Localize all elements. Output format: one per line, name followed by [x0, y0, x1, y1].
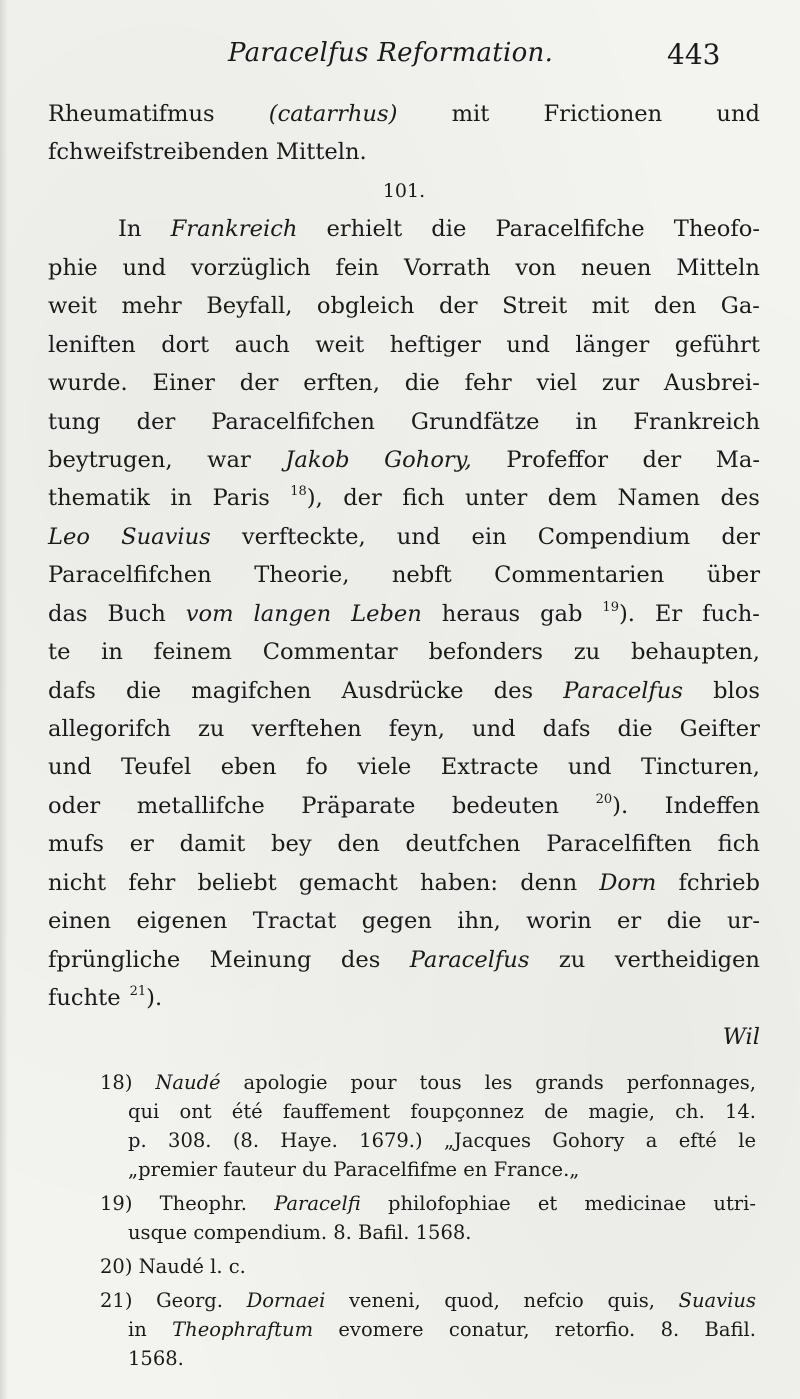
word: in: [575, 408, 598, 435]
word: Ausbrei-: [663, 370, 760, 397]
footnote-reference: $^{20}$).: [595, 791, 629, 819]
footnote-line: [100, 1286, 756, 1315]
text-line: [48, 95, 760, 133]
text-line: [48, 479, 760, 517]
word: fchweifstreibenden Mitteln.: [48, 139, 367, 166]
text-line: [48, 633, 760, 671]
word: Präparate: [301, 792, 416, 819]
word: von: [515, 254, 557, 281]
word: Mitteln: [676, 254, 760, 281]
word: heftiger: [389, 331, 481, 358]
word: der: [721, 523, 760, 550]
word: Paracelfifche: [495, 216, 645, 243]
word: Frictionen: [543, 101, 663, 127]
footnote-line: [100, 1218, 756, 1247]
word: Geifter: [679, 716, 760, 742]
word: und: [716, 101, 760, 127]
footnotes: [100, 1068, 756, 1378]
word: haben:: [420, 869, 499, 896]
word: des: [720, 485, 760, 512]
word: mehr: [121, 293, 182, 320]
word: Paracelfiften: [546, 831, 692, 858]
word: vorzüglich: [190, 254, 311, 281]
word: viel: [536, 370, 578, 397]
word: nebft: [391, 562, 452, 589]
footnote-line: [100, 1068, 756, 1097]
word: Paris: [212, 485, 270, 512]
word: apologie: [243, 1071, 328, 1094]
word: Naudé: [155, 1071, 221, 1094]
word: Tractat: [252, 908, 337, 935]
word: Er: [654, 600, 683, 627]
word: weit: [48, 293, 98, 320]
word: beliebt: [197, 869, 277, 896]
word: Rheumatifmus: [48, 101, 215, 127]
word: „premier fauteur du Paracelfifme en France.„: [128, 1158, 580, 1181]
word: qui: [128, 1100, 160, 1123]
word: Grundfätze: [410, 408, 540, 435]
word: ont: [179, 1100, 212, 1123]
text-line: [48, 364, 760, 402]
word: unter: [464, 485, 528, 512]
word: Suavius: [121, 523, 211, 550]
word: Extracte: [440, 754, 539, 781]
text-line: [48, 441, 760, 479]
text-line: [48, 672, 760, 710]
word: Teufel: [121, 754, 192, 781]
word: Tincturen,: [640, 754, 760, 781]
word: Namen: [617, 485, 701, 512]
word: mufs: [48, 831, 104, 858]
word: in: [170, 485, 193, 512]
section-number: [48, 172, 760, 210]
text-line: [48, 864, 760, 902]
word: die: [404, 370, 440, 397]
word: Ga-: [720, 293, 760, 320]
footnote-number: 18): [100, 1071, 133, 1094]
word: feyn,: [388, 716, 445, 742]
word: denn: [520, 869, 578, 896]
word: Compendium: [537, 523, 691, 550]
word: behaupten,: [630, 639, 760, 666]
word: medicinae: [584, 1192, 687, 1215]
word: obgleich: [316, 293, 415, 320]
word: Beyfall,: [206, 293, 293, 320]
word: le: [738, 1129, 756, 1152]
word: erften,: [303, 370, 380, 397]
text-line: [48, 748, 760, 786]
word: evomere: [338, 1318, 424, 1341]
word: mit: [591, 293, 630, 320]
word: Suavius: [678, 1289, 756, 1312]
footnote-line: [100, 1252, 756, 1281]
word: verftehen: [251, 716, 362, 742]
word: Dorn: [599, 869, 657, 896]
word: die: [666, 908, 702, 935]
word: bedeuten: [451, 792, 560, 819]
word: 1568.: [128, 1347, 184, 1370]
footnote-line: [100, 1126, 756, 1155]
word: war: [207, 446, 251, 473]
word: und: [396, 523, 441, 550]
footnote-line: [100, 1344, 756, 1373]
word: fein: [335, 254, 379, 281]
footnote-reference: $^{21}$).: [129, 984, 163, 1012]
word: fauffement: [282, 1100, 391, 1123]
word: der: [343, 485, 382, 512]
word: deutfchen: [405, 831, 521, 858]
text-line: [48, 287, 760, 325]
word: ihn,: [457, 908, 501, 935]
word: fo: [305, 754, 328, 781]
word: nicht: [48, 869, 107, 896]
word: utri-: [713, 1192, 756, 1215]
word: erhielt: [326, 216, 403, 243]
text-line: [48, 556, 760, 594]
word: ch.: [675, 1100, 705, 1123]
word: Vorrath: [403, 254, 491, 281]
word: der: [438, 293, 478, 320]
word: (8.: [232, 1129, 260, 1152]
word: fuch-: [702, 600, 760, 627]
word: in: [128, 1318, 147, 1341]
word: gemacht: [298, 869, 398, 896]
word: et: [537, 1192, 558, 1215]
word: über: [706, 562, 760, 589]
word: den: [337, 831, 380, 858]
word: eigenen: [136, 908, 228, 935]
word: dort: [161, 331, 210, 358]
word: zu: [558, 946, 586, 973]
footnote-21: [100, 1286, 756, 1373]
word: Commentarien: [494, 562, 665, 589]
word: quis,: [607, 1289, 655, 1312]
word: und: [472, 716, 516, 742]
word: Theophr.: [159, 1192, 247, 1215]
word: Ausdrücke: [341, 677, 464, 704]
word: fprüngliche: [48, 946, 181, 973]
word: perfonnages,: [626, 1071, 756, 1094]
word: a: [645, 1129, 658, 1152]
text-line: [48, 210, 760, 248]
word: Dornaei: [246, 1289, 326, 1312]
word: (catarrhus): [268, 101, 398, 127]
footnote-line: [100, 1155, 756, 1184]
footnote-19: [100, 1189, 756, 1247]
word: ein: [471, 523, 507, 550]
word: gegen: [361, 908, 432, 935]
word: tung: [48, 408, 101, 435]
word: Buch: [107, 600, 166, 627]
word: Georg.: [156, 1289, 223, 1312]
word: retorfio.: [554, 1318, 636, 1341]
word: fehr: [464, 370, 512, 397]
word: Theorie,: [254, 562, 350, 589]
word: Frankreich: [633, 408, 760, 435]
word: die: [431, 216, 467, 243]
word: phie: [48, 254, 98, 281]
word: 1679.): [359, 1129, 423, 1152]
word: bey: [271, 831, 312, 858]
word: philofophiae: [387, 1192, 511, 1215]
text-line: [48, 403, 760, 441]
footnote-20: [100, 1252, 756, 1281]
word: grands: [535, 1071, 604, 1094]
word: pour: [350, 1071, 397, 1094]
word: magie,: [588, 1100, 655, 1123]
text-line: [48, 710, 760, 748]
word: zu: [197, 716, 225, 742]
word: geführt: [674, 331, 760, 358]
word: Indeffen: [664, 792, 760, 819]
word: „Jacques: [443, 1129, 532, 1152]
word: 20) Naudé l. c.: [100, 1255, 246, 1278]
word: leniften: [48, 331, 136, 358]
word: er: [129, 831, 154, 858]
word: mit: [451, 101, 490, 127]
word: das: [48, 600, 88, 627]
word: verfteckte,: [241, 523, 366, 550]
word: dafs: [542, 716, 591, 742]
word: und: [567, 754, 612, 781]
word: Profeffor: [506, 446, 609, 473]
word: Streit: [502, 293, 568, 320]
page-edge-shadow: [0, 0, 8, 1399]
word: Frankreich: [170, 216, 298, 243]
footnote-line: [100, 1189, 756, 1218]
word: langen: [253, 600, 332, 627]
word: die: [126, 677, 162, 704]
footnote-number: 19): [100, 1192, 133, 1215]
word: quod,: [444, 1289, 500, 1312]
body-text: [48, 95, 760, 1056]
word: dem: [547, 485, 598, 512]
word: wurde.: [48, 370, 128, 397]
word: weit: [315, 331, 365, 358]
word: eben: [220, 754, 277, 781]
text-line: [48, 979, 760, 1017]
word: de: [544, 1100, 569, 1123]
word: damit: [179, 831, 246, 858]
word: beytrugen,: [48, 446, 173, 473]
word: fchrieb: [678, 869, 760, 896]
word: ur-: [727, 908, 760, 935]
word: p.: [128, 1129, 147, 1152]
word: fuchte: [48, 985, 121, 1012]
word: Paracelfifchen: [211, 408, 375, 435]
word: Gohory: [552, 1129, 625, 1152]
word: Einer: [152, 370, 215, 397]
word: der: [642, 446, 682, 473]
word: Theofo-: [673, 216, 760, 243]
word: Paracelfifchen: [48, 562, 212, 589]
text-line: [48, 825, 760, 863]
word: thematik: [48, 485, 150, 512]
word: 308.: [168, 1129, 212, 1152]
footnote-line: [100, 1097, 756, 1126]
word: heraus: [441, 600, 521, 627]
word: der: [136, 408, 176, 435]
word: te: [48, 639, 71, 666]
word: zur: [601, 370, 640, 397]
word: Jakob: [285, 446, 350, 473]
word: Bafil.: [704, 1318, 756, 1341]
word: Paracelfus: [409, 946, 530, 973]
word: magifchen: [191, 677, 312, 704]
page-header: [0, 38, 800, 78]
word: fehr: [128, 869, 176, 896]
word: les: [484, 1071, 513, 1094]
word: Ma-: [715, 446, 760, 473]
footnote-line: [100, 1315, 756, 1344]
word: Gohory,: [384, 446, 472, 473]
word: dafs: [48, 677, 96, 704]
catchword-text: Wil: [722, 1023, 760, 1050]
footnote-reference: $^{18}$),: [290, 484, 323, 512]
word: fich: [717, 831, 760, 858]
page-number: 443: [667, 38, 721, 71]
footnote-number: 21): [100, 1289, 133, 1312]
word: in: [101, 639, 123, 666]
word: tous: [419, 1071, 462, 1094]
word: er: [617, 908, 642, 935]
word: Leben: [351, 600, 422, 627]
text-line: [48, 133, 760, 171]
text-line: [48, 595, 760, 633]
word: auch: [234, 331, 290, 358]
text-line: [48, 902, 760, 940]
word: conatur,: [448, 1318, 530, 1341]
word: gab: [540, 600, 583, 627]
word: den: [653, 293, 697, 320]
word: Paracelfi: [274, 1192, 361, 1215]
word: vom: [185, 600, 234, 627]
word: nefcio: [523, 1289, 584, 1312]
text-line: [48, 518, 760, 556]
word: vertheidigen: [614, 946, 760, 973]
word: und: [48, 754, 92, 781]
word: blos: [713, 677, 760, 704]
word: efté: [678, 1129, 717, 1152]
word: neuen: [581, 254, 652, 281]
section-number-text: 101.: [382, 179, 426, 202]
catchword: [48, 1018, 760, 1056]
word: des: [340, 946, 381, 973]
word: der: [239, 370, 279, 397]
word: Theophraftum: [172, 1318, 314, 1341]
text-line: [48, 941, 760, 979]
word: 14.: [724, 1100, 756, 1123]
word: viele: [357, 754, 412, 781]
footnote-reference: $^{19}$).: [602, 599, 635, 627]
word: länger: [575, 331, 650, 358]
word: fich: [402, 485, 445, 512]
word: Leo: [48, 523, 90, 550]
word: feinem: [153, 639, 232, 666]
word: Commentar: [262, 639, 398, 666]
word: zu: [573, 639, 601, 666]
word: befonders: [428, 639, 544, 666]
word: veneni,: [349, 1289, 421, 1312]
word: metallifche: [136, 792, 265, 819]
word: Paracelfus: [563, 677, 683, 704]
word: Haye.: [280, 1129, 338, 1152]
word: 8.: [660, 1318, 680, 1341]
word: In: [118, 216, 142, 243]
text-line: [48, 249, 760, 287]
word: foupçonnez: [410, 1100, 524, 1123]
word: usque compendium. 8. Bafil. 1568.: [128, 1221, 472, 1244]
word: worin: [526, 908, 592, 935]
running-title: Paracelfus Reformation.: [228, 38, 554, 68]
word: allegorifch: [48, 716, 171, 742]
word: des: [493, 677, 534, 704]
word: oder: [48, 792, 101, 819]
word: und: [506, 331, 550, 358]
word: die: [617, 716, 653, 742]
word: und: [122, 254, 167, 281]
text-line: [48, 326, 760, 364]
word: einen: [48, 908, 112, 935]
footnote-18: [100, 1068, 756, 1184]
word: Meinung: [209, 946, 312, 973]
text-line: [48, 787, 760, 825]
word: été: [231, 1100, 263, 1123]
